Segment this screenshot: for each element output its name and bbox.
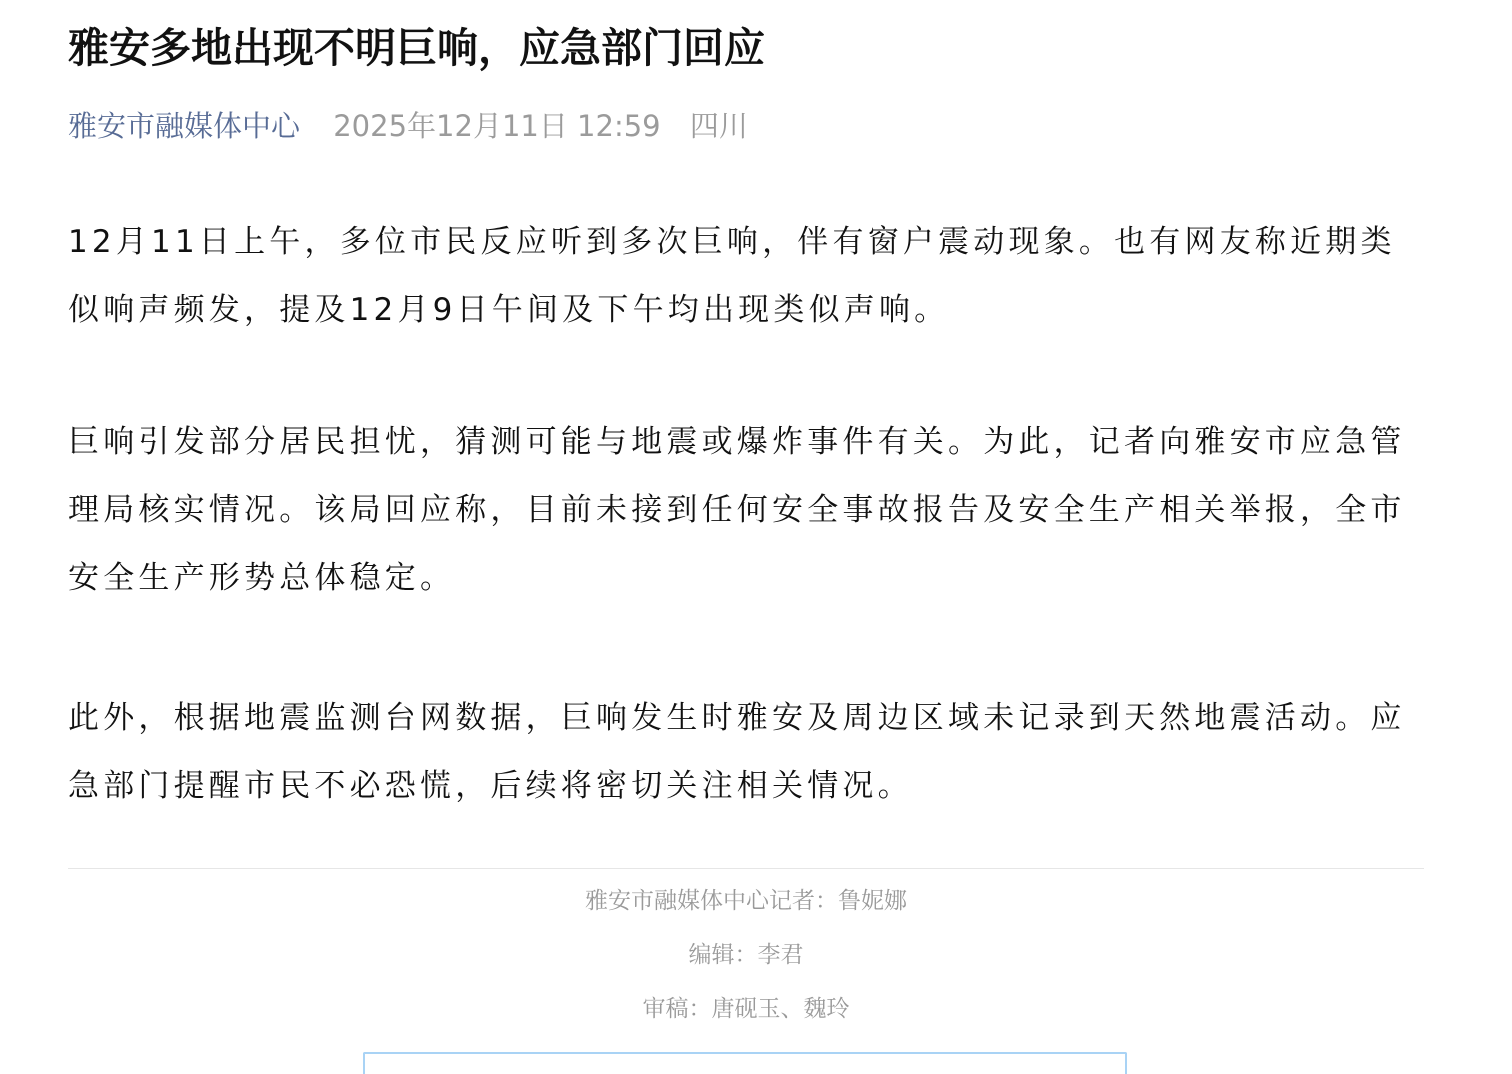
bottom-content-box xyxy=(363,1052,1127,1074)
reviewer-credit: 审稿：唐砚玉、魏玲 xyxy=(642,996,850,1022)
reporter-credit: 雅安市融媒体中心记者：鲁妮娜 xyxy=(585,888,907,914)
article-paragraph: 巨响引发部分居民担忧，猜测可能与地震或爆炸事件有关。为此，记者向雅安市应急管理局核实情况。该局回应称，目前未接到任何安全事故报告及安全生产相关举报，全市安全生产形势总体稳定。 xyxy=(68,424,1406,596)
region-label: 四川 xyxy=(689,109,748,143)
article-meta xyxy=(68,104,748,148)
credits-divider xyxy=(68,868,1424,869)
publish-time: 2025年12月11日 12:59 xyxy=(333,109,661,143)
article-paragraph: 12月11日上午，多位市民反应听到多次巨响，伴有窗户震动现象。也有网友称近期类似响声频发，提及12月9日午间及下午均出现类似声响。 xyxy=(68,224,1396,328)
article-paragraph: 此外，根据地震监测台网数据，巨响发生时雅安及周边区域未记录到天然地震活动。应急部门提醒市民不必恐慌，后续将密切关注相关情况。 xyxy=(68,700,1406,804)
editor-credit: 编辑：李君 xyxy=(688,942,804,968)
source-account-link[interactable]: 雅安市融媒体中心 xyxy=(68,109,301,143)
article-title: 雅安多地出现不明巨响，应急部门回应 xyxy=(68,24,765,72)
